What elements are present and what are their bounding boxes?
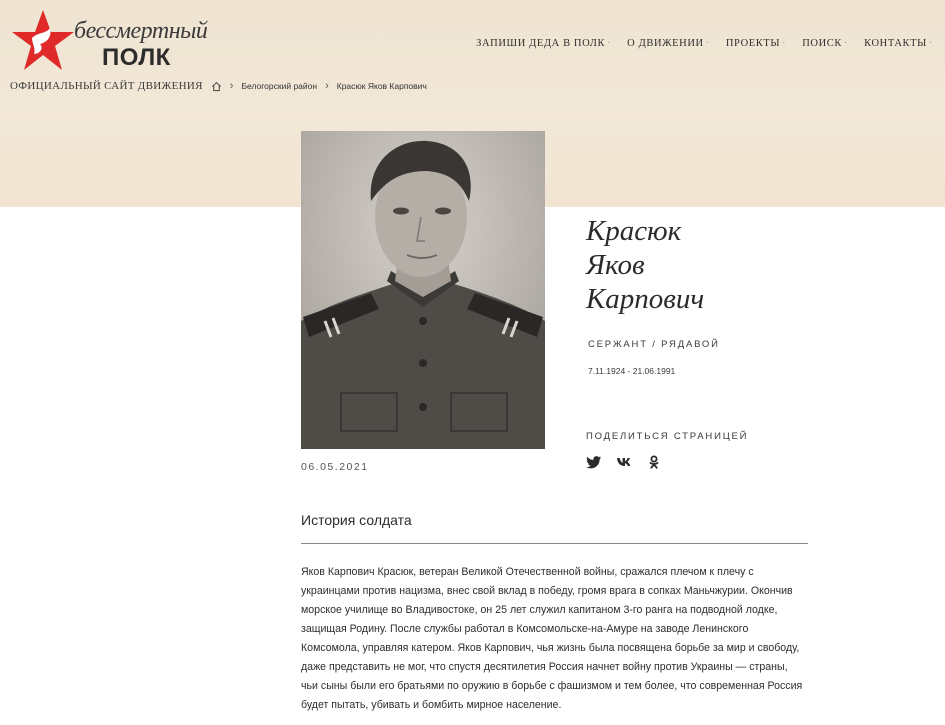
home-icon[interactable] <box>211 81 222 92</box>
nav-item-search[interactable] <box>786 38 848 49</box>
nav-item-about[interactable] <box>611 38 710 49</box>
soldier-rank: СЕРЖАНТ / РЯДАВОЙ <box>588 339 720 350</box>
story-title: История солдата <box>301 512 412 528</box>
soldier-life-dates: 7.11.1924 - 21.06.1991 <box>588 366 676 376</box>
soldier-photo <box>301 131 545 449</box>
breadcrumb-site-label[interactable]: ОФИЦИАЛЬНЫЙ САЙТ ДВИЖЕНИЯ <box>10 80 203 92</box>
site-logo[interactable] <box>10 8 208 74</box>
nav-item-contacts[interactable] <box>848 38 933 49</box>
breadcrumb-district[interactable]: Белогорский район <box>241 81 318 91</box>
soldier-last-name: Красюк <box>586 215 682 247</box>
nav-item-label: ПОИСК <box>802 38 843 49</box>
dropdown-dot-icon: · <box>705 38 710 49</box>
main-nav <box>460 38 933 49</box>
odnoklassniki-icon[interactable] <box>646 454 662 470</box>
dropdown-dot-icon: · <box>928 38 933 49</box>
nav-item-label: КОНТАКТЫ <box>864 38 927 49</box>
dropdown-dot-icon: · <box>782 38 787 49</box>
chevron-right-icon: › <box>229 80 234 92</box>
share-buttons <box>586 454 662 470</box>
photo-upload-date: 06.05.2021 <box>301 461 369 473</box>
soldier-name <box>586 214 704 316</box>
breadcrumb <box>10 80 427 92</box>
portrait-image <box>301 131 545 449</box>
story-divider <box>301 543 808 544</box>
logo-text-top: бессмертный <box>74 18 208 44</box>
dropdown-dot-icon: · <box>844 38 849 49</box>
chevron-right-icon: › <box>325 80 329 92</box>
story-text: Яков Карпович Красюк, ветеран Великой Отечественной войны, сражался плечом к плечу с украинцами против нацизма, внес свой вклад в победу, громя врага в сопках Маньчжурии. Окончив морское училище во Владивостоке, он 25 лет служил капитаном 3-го ранга на подводной лодке, защищая Родину. После службы работал в Комсомольске-на-Амуре на заводе Ленинского Комсомола, управляя катером. Яков Карпович, чья жизнь была посвящена борьбе за мир и свободу, даже представить не мог, что спустя десятилетия Россия начнет войну против Украины — страны, чьи сыны были его братьями по оружию в борьбе с фашизмом и тем более, что современная Россия будет пытать, убивать и бомбить мирное население. <box>301 566 803 711</box>
nav-item-record-grandfather[interactable] <box>460 38 611 49</box>
nav-item-label: ПРОЕКТЫ <box>725 38 781 49</box>
dropdown-dot-icon: · <box>607 38 612 49</box>
twitter-icon[interactable] <box>586 454 602 470</box>
soldier-first-name: Яков <box>586 249 645 281</box>
soldier-patronymic: Карпович <box>586 283 705 315</box>
vk-icon[interactable] <box>616 454 632 470</box>
breadcrumb-current: Красюк Яков Карпович <box>336 81 427 91</box>
logo-text-bottom: ПОЛК <box>102 44 171 71</box>
share-label: ПОДЕЛИТЬСЯ СТРАНИЦЕЙ <box>586 431 749 442</box>
nav-item-projects[interactable] <box>710 38 786 49</box>
red-star-logo-icon <box>10 8 76 74</box>
nav-item-label: ЗАПИШИ ДЕДА В ПОЛК <box>476 38 606 49</box>
nav-item-label: О ДВИЖЕНИИ <box>627 38 704 49</box>
